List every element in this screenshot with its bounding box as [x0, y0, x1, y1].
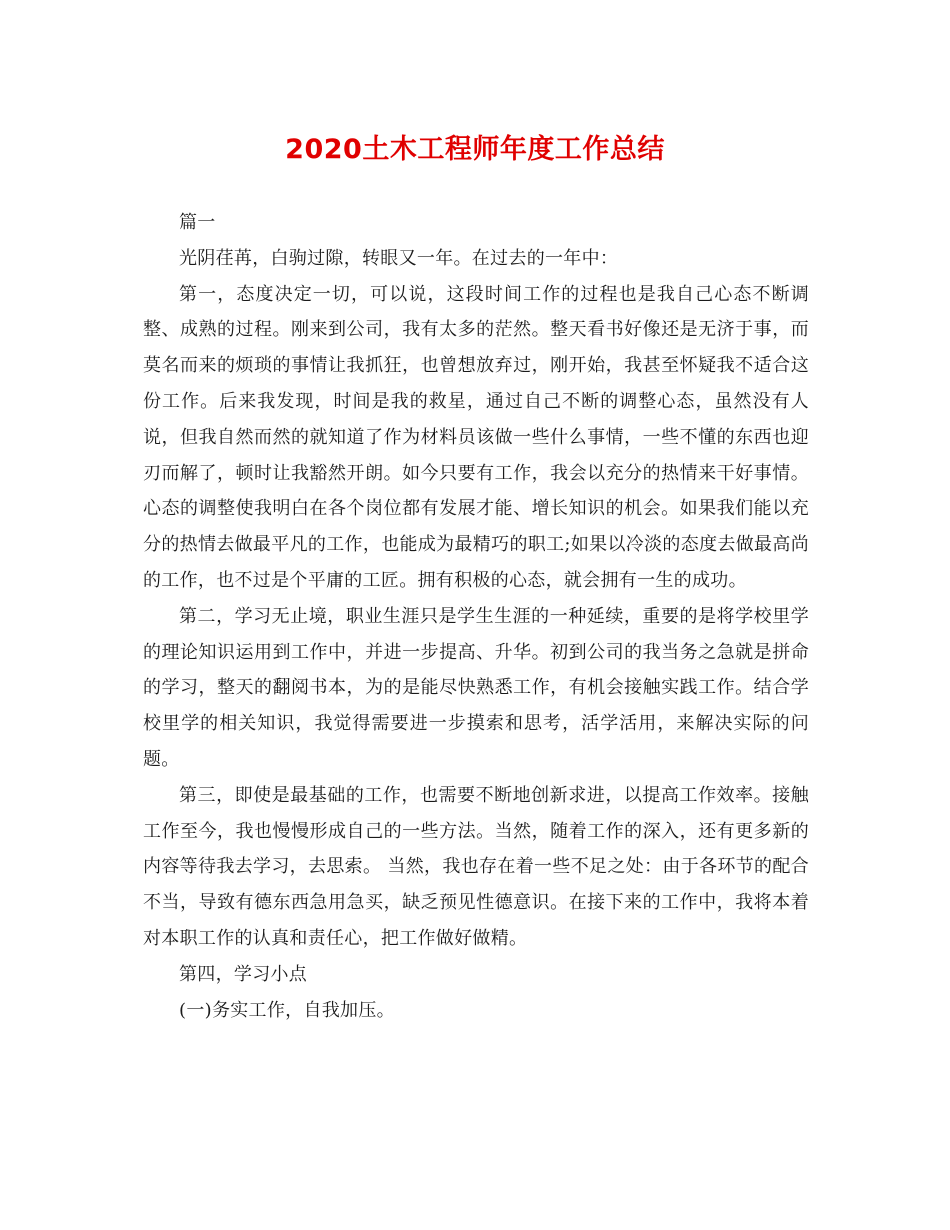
document-title: 2020土木工程师年度工作总结 — [285, 134, 665, 165]
intro-paragraph: 光阴荏苒，白驹过隙，转眼又一年。在过去的一年中： — [179, 247, 619, 269]
sub-item-one: (一)务实工作，自我加压。 — [179, 999, 395, 1021]
section-heading: 篇一 — [179, 212, 216, 233]
paragraph-second-point: 第二，学习无止境，职业生涯只是学生生涯的一种延续，重要的是将学校里学的理论知识运用到工作中，并进一步提高、升华。初到公司的我当务之急就是拼命的学习，整天的翻阅书本，为的是能尽快熟悉工作，有机会接触实践工作。结合学校里学的相关知识，我觉得需要进一步摸索和思考，活学活用，来解决实际的问题。 — [143, 605, 809, 770]
paragraph-first-point: 第一，态度决定一切，可以说，这段时间工作的过程也是我自己心态不断调整、成熟的过程。刚来到公司，我有太多的茫然。整天看书好像还是无济于事，而莫名而来的烦琐的事情让我抓狂，也曾想放弃过，刚开始，我甚至怀疑我不适合这份工作。后来我发现，时间是我的救星，通过自己不断的调整心态，虽然没有人说，但我自然而然的就知道了作为材料员该做一些什么事情，一些不懂的东西也迎刃而解了，顿时让我豁然开朗。如今只要有工作，我会以充分的热情来干好事情。心态的调整使我明白在各个岗位都有发展才能、增长知识的机会。如果我们能以充分的热情去做最平凡的工作，也能成为最精巧的职工;如果以冷淡的态度去做最高尚的工作，也不过是个平庸的工匠。拥有积极的心态，就会拥有一生的成功。 — [143, 283, 809, 591]
paragraph-third-point: 第三，即使是最基础的工作，也需要不断地创新求进，以提高工作效率。接触工作至今，我也慢慢形成自己的一些方法。当然，随着工作的深入，还有更多新的内容等待我去学习，去思索。 当然，我也存在着一些不足之处：由于各环节的配合不当，导致有德东西急用急买，缺乏预见性德意识。在接下来的工作中，我将本着对本职工作的认真和责任心，把工作做好做精。 — [143, 784, 809, 949]
document-body — [143, 205, 809, 1028]
paragraph-fourth-point: 第四，学习小点 — [179, 963, 308, 985]
